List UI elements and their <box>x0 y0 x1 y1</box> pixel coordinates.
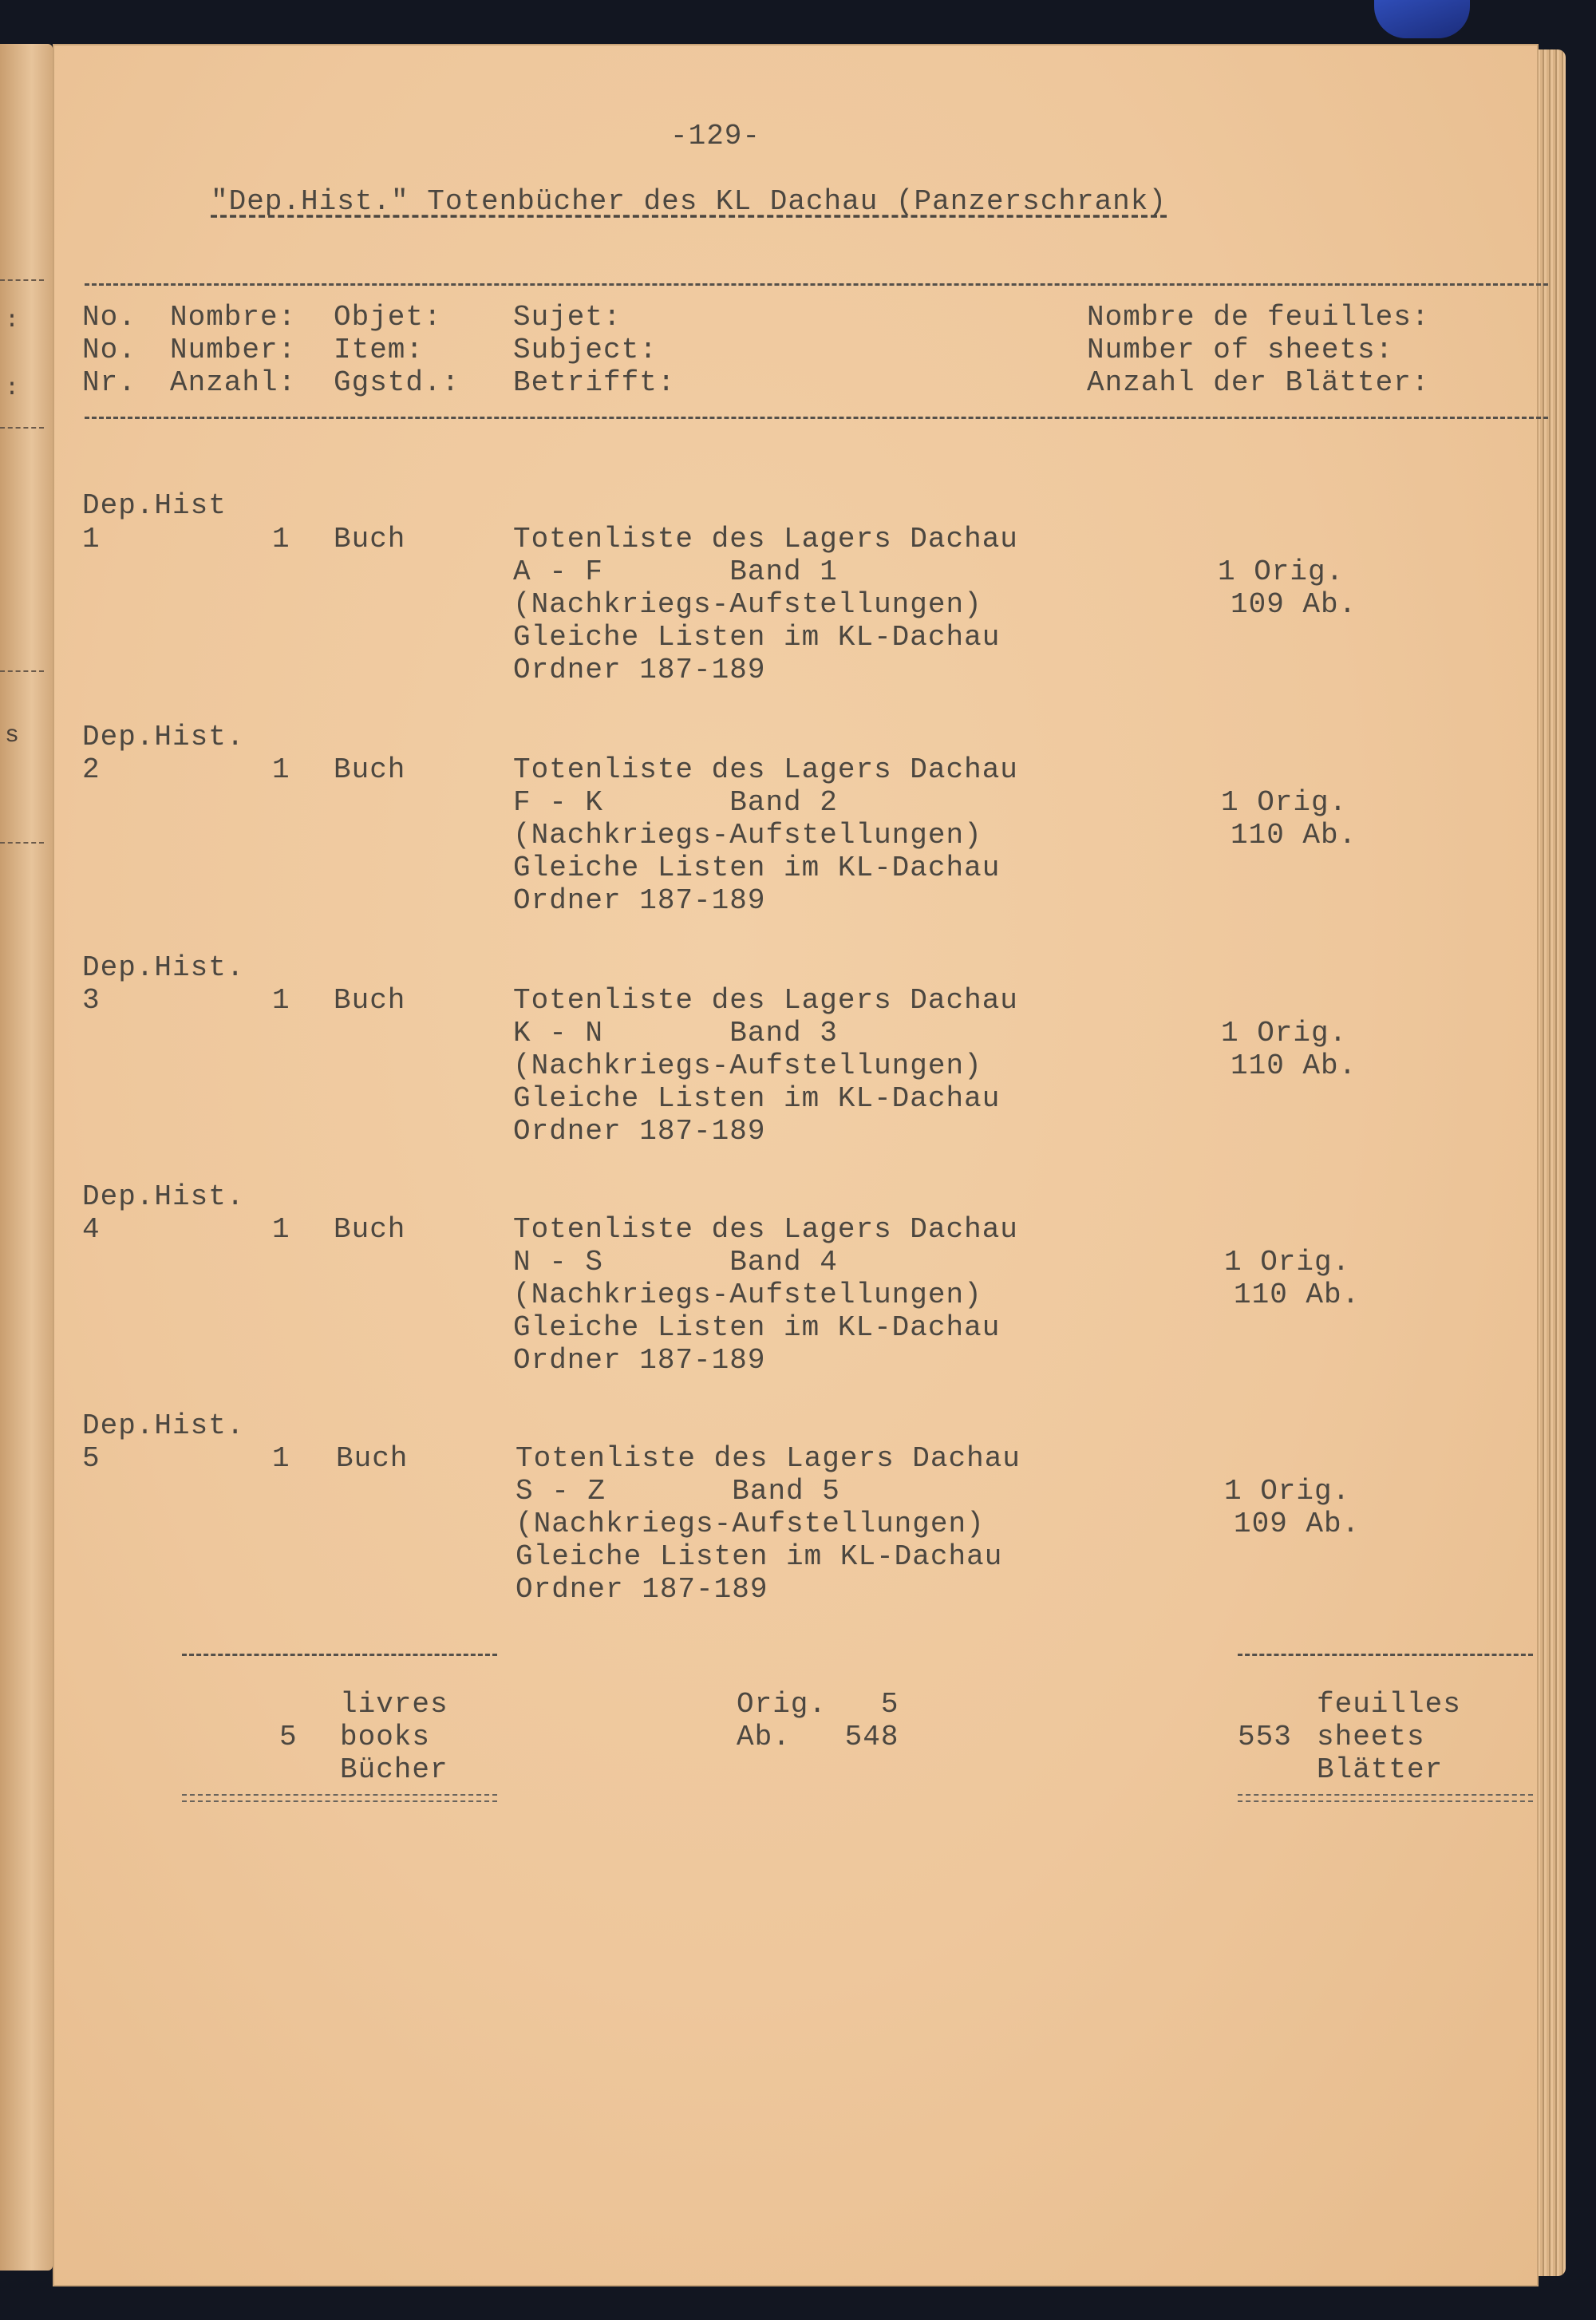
totals-books-label: Bücher <box>340 1753 448 1786</box>
header-bottom-rule <box>85 417 1548 419</box>
left-page-colon: : <box>5 307 20 334</box>
entry-item: Buch <box>336 1442 409 1475</box>
left-page-colon: : <box>5 375 20 402</box>
header-count: Number: <box>170 334 297 366</box>
left-page-rule <box>0 670 44 672</box>
entry-label: Dep.Hist. <box>82 1180 245 1213</box>
header-subject: Sujet: <box>513 301 622 334</box>
entry-orig: 1 Orig. <box>1221 786 1348 819</box>
entry-number: 1 <box>82 523 101 555</box>
header-top-rule <box>85 283 1548 286</box>
header-subject: Subject: <box>513 334 658 366</box>
header-item: Item: <box>334 334 425 366</box>
pen-cap <box>1374 0 1470 38</box>
left-page-rule <box>0 842 44 844</box>
entry-label: Dep.Hist. <box>82 951 245 984</box>
entry-count: 1 <box>272 523 290 555</box>
entry-subject-line: Gleiche Listen im KL-Dachau <box>513 852 1001 884</box>
header-no: No. <box>82 334 136 366</box>
entry-count: 1 <box>272 1442 290 1475</box>
entry-subject-line: Totenliste des Lagers Dachau <box>516 1442 1021 1475</box>
header-no: No. <box>82 301 136 334</box>
entry-count: 1 <box>272 753 290 786</box>
entry-subject-line: (Nachkriegs-Aufstellungen) <box>513 1049 982 1082</box>
totals-books-label: books <box>340 1721 431 1753</box>
left-page-letter: s <box>5 722 20 749</box>
entry-subject-line: A - F Band 1 <box>513 555 838 588</box>
entry-ab: 110 Ab. <box>1231 819 1357 852</box>
entry-subject-line: Ordner 187-189 <box>513 654 766 686</box>
header-sheets: Nombre de feuilles: <box>1087 301 1430 334</box>
totals-rule-right <box>1238 1654 1533 1656</box>
entry-item: Buch <box>334 523 406 555</box>
entry-item: Buch <box>334 984 406 1017</box>
totals-rule-left <box>182 1654 497 1656</box>
entry-label: Dep.Hist. <box>82 1409 245 1442</box>
entry-subject-line: (Nachkriegs-Aufstellungen) <box>516 1508 985 1540</box>
entry-number: 2 <box>82 753 101 786</box>
entry-ab: 110 Ab. <box>1234 1279 1361 1311</box>
header-item: Ggstd.: <box>334 366 460 399</box>
totals-sheets-label: sheets <box>1317 1721 1425 1753</box>
header-sheets: Anzahl der Blätter: <box>1087 366 1430 399</box>
header-subject: Betrifft: <box>513 366 676 399</box>
totals-sheets-label: feuilles <box>1317 1688 1461 1721</box>
entry-subject-line: Ordner 187-189 <box>513 1344 766 1377</box>
totals-books-label: livres <box>340 1688 448 1721</box>
entry-subject-line: (Nachkriegs-Aufstellungen) <box>513 588 982 621</box>
totals-ab: Ab. 548 <box>737 1721 899 1753</box>
totals-double-rule-right <box>1238 1794 1533 1802</box>
entry-orig: 1 Orig. <box>1224 1246 1351 1279</box>
entry-subject-line: Totenliste des Lagers Dachau <box>513 753 1018 786</box>
header-count: Nombre: <box>170 301 297 334</box>
entry-orig: 1 Orig. <box>1224 1475 1351 1508</box>
entry-subject-line: Ordner 187-189 <box>513 884 766 917</box>
entry-number: 3 <box>82 984 101 1017</box>
left-page-rule <box>0 279 44 281</box>
entry-ab: 110 Ab. <box>1231 1049 1357 1082</box>
entry-subject-line: Ordner 187-189 <box>516 1573 768 1606</box>
header-no: Nr. <box>82 366 136 399</box>
header-item: Objet: <box>334 301 442 334</box>
entry-subject-line: (Nachkriegs-Aufstellungen) <box>513 1279 982 1311</box>
page-number: -129- <box>670 120 761 152</box>
entry-subject-line: S - Z Band 5 <box>516 1475 840 1508</box>
entry-subject-line: Gleiche Listen im KL-Dachau <box>513 621 1001 654</box>
entry-subject-line: K - N Band 3 <box>513 1017 838 1049</box>
totals-books-count: 5 <box>279 1721 298 1753</box>
entry-subject-line: Gleiche Listen im KL-Dachau <box>516 1540 1003 1573</box>
header-sheets: Number of sheets: <box>1087 334 1394 366</box>
page-title: "Dep.Hist." Totenbücher des KL Dachau (Panzerschrank) <box>211 185 1167 218</box>
entry-subject-line: (Nachkriegs-Aufstellungen) <box>513 819 982 852</box>
entry-count: 1 <box>272 1213 290 1246</box>
totals-orig: Orig. 5 <box>737 1688 899 1721</box>
entry-label: Dep.Hist <box>82 489 227 522</box>
entry-item: Buch <box>334 753 406 786</box>
entry-subject-line: F - K Band 2 <box>513 786 838 819</box>
entry-ab: 109 Ab. <box>1231 588 1357 621</box>
entry-subject-line: Gleiche Listen im KL-Dachau <box>513 1311 1001 1344</box>
entry-subject-line: Ordner 187-189 <box>513 1115 766 1148</box>
entry-subject-line: Totenliste des Lagers Dachau <box>513 523 1018 555</box>
entry-subject-line: Gleiche Listen im KL-Dachau <box>513 1082 1001 1115</box>
header-count: Anzahl: <box>170 366 297 399</box>
entry-label: Dep.Hist. <box>82 721 245 753</box>
entry-subject-line: Totenliste des Lagers Dachau <box>513 984 1018 1017</box>
entry-item: Buch <box>334 1213 406 1246</box>
entry-ab: 109 Ab. <box>1234 1508 1361 1540</box>
left-page-rule <box>0 427 44 429</box>
entry-number: 5 <box>82 1442 101 1475</box>
left-page-edge <box>0 44 53 2271</box>
totals-sheets-label: Blätter <box>1317 1753 1444 1786</box>
entry-orig: 1 Orig. <box>1221 1017 1348 1049</box>
entry-orig: 1 Orig. <box>1218 555 1345 588</box>
entry-number: 4 <box>82 1213 101 1246</box>
entry-count: 1 <box>272 984 290 1017</box>
entry-subject-line: Totenliste des Lagers Dachau <box>513 1213 1018 1246</box>
totals-double-rule-left <box>182 1794 497 1802</box>
document-page <box>53 44 1539 2286</box>
totals-sheets-count: 553 <box>1238 1721 1292 1753</box>
entry-subject-line: N - S Band 4 <box>513 1246 838 1279</box>
